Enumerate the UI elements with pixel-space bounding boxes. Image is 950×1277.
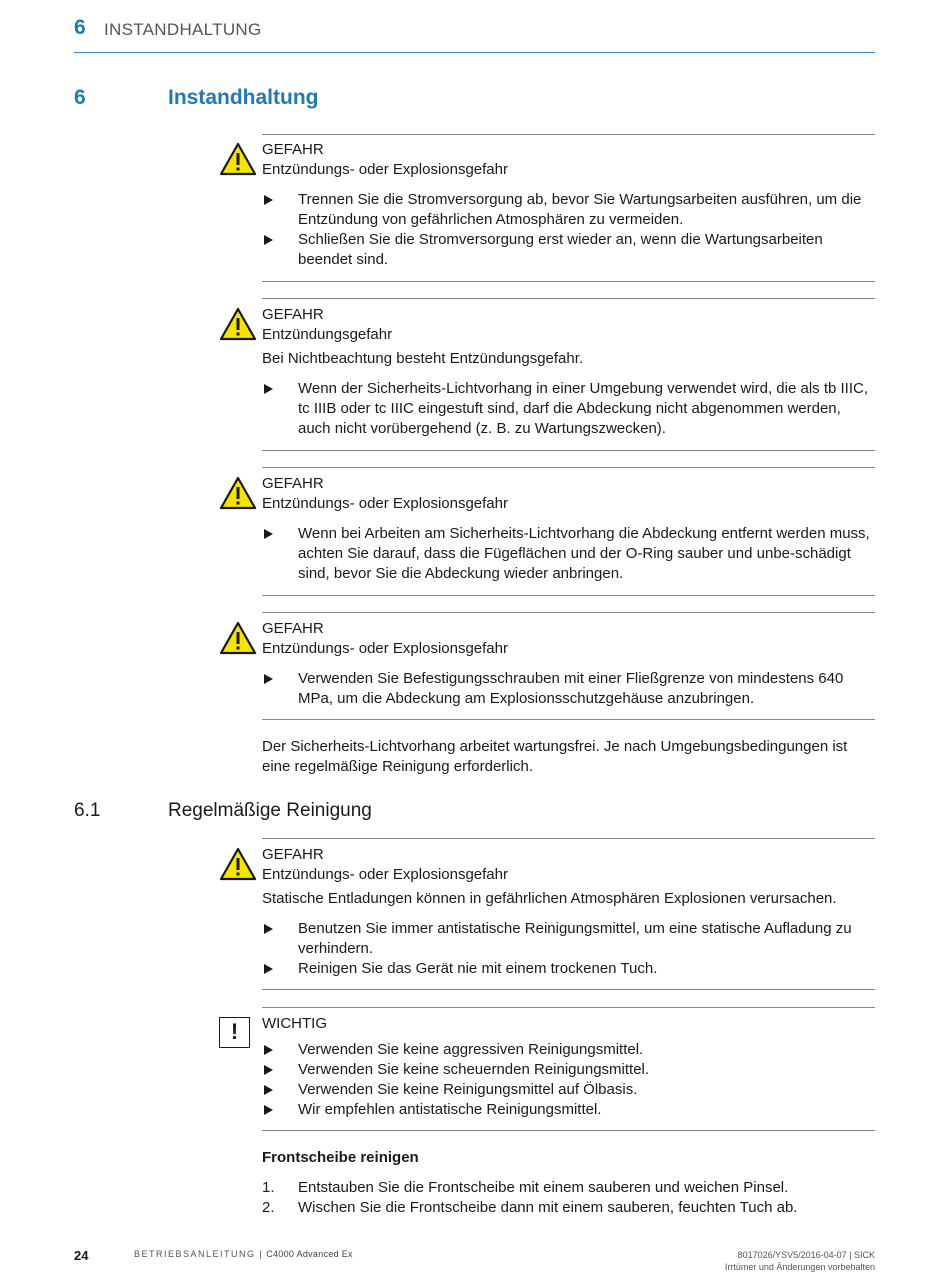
divider: [262, 134, 875, 135]
warning-triangle-icon: [219, 307, 257, 341]
warning-block: [262, 305, 875, 439]
page-number: 24: [74, 1248, 89, 1263]
list-item: Benutzen Sie immer antistatische Reinigungsmittel, um eine statische Aufladung zu verhindern.: [262, 919, 875, 959]
header-chapter-title: INSTANDHALTUNG: [104, 20, 262, 39]
warning-block: [262, 619, 875, 709]
divider: [262, 989, 875, 990]
step-number: 2.: [262, 1199, 275, 1216]
warning-subtitle: Entzündungs- oder Explosionsgefahr: [262, 161, 508, 178]
list-item: Wir empfehlen antistatische Reinigungsmittel.: [262, 1100, 875, 1120]
warning-label: GEFAHR: [262, 306, 324, 323]
step-number: 1.: [262, 1179, 275, 1196]
divider: [262, 467, 875, 468]
list-item: Verwenden Sie keine aggressiven Reinigungsmittel.: [262, 1040, 875, 1060]
footer-separator: |: [259, 1249, 263, 1259]
divider: [262, 595, 875, 596]
list-item: Verwenden Sie keine scheuernden Reinigungsmittel.: [262, 1060, 875, 1080]
page-footer: [74, 1243, 875, 1277]
warning-label: GEFAHR: [262, 475, 324, 492]
body-paragraph: Der Sicherheits-Lichtvorhang arbeitet wartungsfrei. Je nach Umgebungsbedingungen ist eine regelmäßige Reinigung erforderlich.: [262, 738, 848, 775]
section-number: 6: [74, 86, 86, 109]
subsection-title: Regelmäßige Reinigung: [168, 800, 372, 821]
divider: [262, 298, 875, 299]
divider: [262, 281, 875, 282]
footer-disclaimer: Irrtümer und Änderungen vorbehalten: [724, 1262, 875, 1272]
warning-label: GEFAHR: [262, 141, 324, 158]
footer-product: C4000 Advanced Ex: [266, 1249, 353, 1259]
warning-triangle-icon: [219, 476, 257, 510]
list-item: Trennen Sie die Stromversorgung ab, bevor Sie Wartungsarbeiten ausführen, um die Entzündung von gefährlichen Atmosphären zu vermeiden.: [262, 190, 875, 230]
subsection-number: 6.1: [74, 800, 101, 821]
warning-triangle-icon: [219, 142, 257, 176]
note-label: WICHTIG: [262, 1015, 327, 1032]
note-block: [262, 1014, 875, 1120]
header-chapter-number: 6: [74, 16, 86, 39]
footer-reference-block: [725, 1249, 875, 1273]
list-item: Schließen Sie die Stromversorgung erst wieder an, wenn die Wartungsarbeiten beendet sind.: [262, 230, 875, 270]
divider: [262, 612, 875, 613]
footer-document: [134, 1249, 353, 1259]
list-item: Verwenden Sie Befestigungsschrauben mit einer Fließgrenze von mindestens 640 MPa, um die Abdeckung am Explosionsschutzgehäuse anzubringen.: [262, 669, 875, 709]
procedure-block: [262, 1148, 875, 1218]
warning-intro: Statische Entladungen können in gefährlichen Atmosphären Explosionen verursachen.: [262, 890, 837, 907]
list-item: Wenn der Sicherheits-Lichtvorhang in einer Umgebung verwendet wird, die als tb IIIC, tc IIIB oder tc IIIC eingestuft sind, darf die Abdeckung nicht abgenommen werden, auch nicht vorübergehend (z. B. zu Wartungszwecken).: [262, 379, 875, 439]
step-text: Entstauben Sie die Frontscheibe mit einem sauberen und weichen Pinsel.: [298, 1179, 789, 1196]
warning-block: [262, 845, 875, 979]
warning-block: [262, 474, 875, 584]
warning-subtitle: Entzündungs- oder Explosionsgefahr: [262, 640, 508, 657]
divider: [262, 450, 875, 451]
warning-intro: Bei Nichtbeachtung besteht Entzündungsgefahr.: [262, 350, 584, 367]
divider: [262, 1130, 875, 1131]
list-item: Wenn bei Arbeiten am Sicherheits-Lichtvorhang die Abdeckung entfernt werden muss, achten Sie darauf, dass die Fügeflächen und der O-Ring sauber und unbe-schädigt sind, bevor Sie die Abdeckung wieder anbringen.: [262, 524, 875, 584]
warning-subtitle: Entzündungsgefahr: [262, 326, 393, 343]
warning-subtitle: Entzündungs- oder Explosionsgefahr: [262, 866, 508, 883]
divider: [262, 1007, 875, 1008]
warning-triangle-icon: [219, 847, 257, 881]
step-text: Wischen Sie die Frontscheibe dann mit einem sauberen, feuchten Tuch ab.: [298, 1199, 798, 1216]
warning-triangle-icon: [219, 621, 257, 655]
divider: [262, 838, 875, 839]
procedure-step: [262, 1178, 875, 1198]
procedure-title: Frontscheibe reinigen: [262, 1149, 419, 1166]
footer-doc-type: BETRIEBSANLEITUNG: [134, 1249, 256, 1259]
warning-label: GEFAHR: [262, 846, 324, 863]
procedure-step: [262, 1198, 875, 1218]
divider: [262, 719, 875, 720]
footer-reference: 8017026/YSV5/2016-04-07 | SICK: [737, 1250, 875, 1260]
warning-label: GEFAHR: [262, 620, 324, 637]
list-item: Verwenden Sie keine Reinigungsmittel auf Ölbasis.: [262, 1080, 875, 1100]
running-header: [74, 14, 875, 53]
exclamation-icon: !: [219, 1017, 250, 1048]
warning-subtitle: Entzündungs- oder Explosionsgefahr: [262, 495, 508, 512]
list-item: Reinigen Sie das Gerät nie mit einem trockenen Tuch.: [262, 959, 875, 979]
warning-block: [262, 140, 875, 270]
section-title: Instandhaltung: [168, 86, 319, 109]
